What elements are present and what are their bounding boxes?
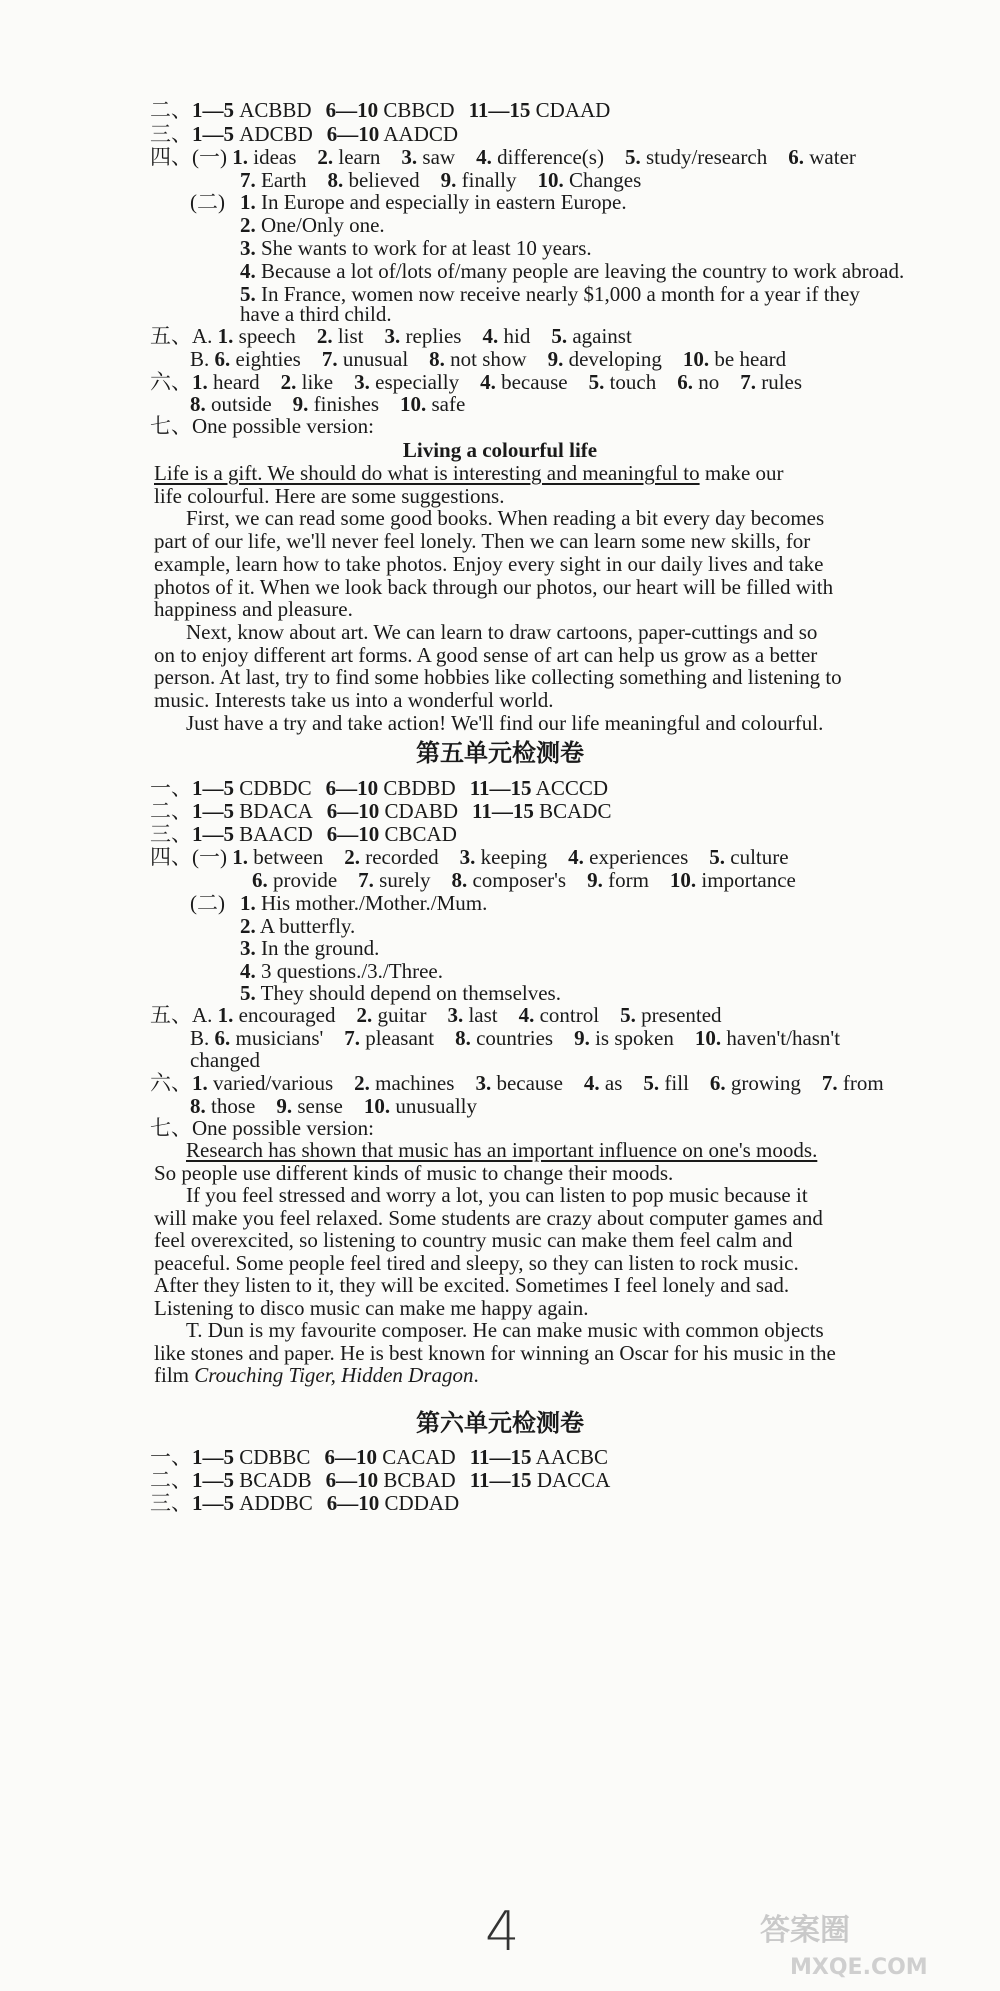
answer-text: list — [332, 324, 364, 348]
answer-text: finishes — [308, 392, 379, 416]
answer-item — [788, 145, 856, 169]
essay-text: . — [473, 1363, 479, 1387]
film-title: Crouching Tiger, Hidden Dragon — [194, 1363, 474, 1387]
answer-text: experiences — [583, 845, 689, 869]
answer-number: 2. — [317, 145, 334, 169]
essay-text: First, we can read some good books. When reading a bit every day becomes — [186, 506, 825, 531]
answer-number: 8. — [451, 868, 468, 892]
answer-text: because — [495, 370, 568, 394]
answer-number: 8. — [190, 392, 206, 416]
answer-item — [475, 1071, 562, 1095]
answer-number: 10. — [363, 1094, 391, 1118]
answer-number: 9. — [574, 1026, 590, 1050]
answer-number: 4. — [482, 324, 499, 348]
essay-text: feel overexcited, so listening to country music can make them feel calm and — [154, 1228, 793, 1252]
answer-number: 2. — [344, 845, 360, 869]
answer-number: 10. — [682, 347, 710, 371]
answer-text: no — [692, 370, 720, 394]
answer-text: as — [599, 1071, 623, 1095]
answer-text: control — [534, 1003, 600, 1027]
answer-row-er: 二、1—5 BDACA 6—10 CDABD 11—15 BCADC — [150, 799, 612, 823]
answer-row-si-1: 四、(一) 1. ideas 2. learn 3. saw 4. differencе(s) 5. study/research 6. water — [150, 145, 856, 169]
answer-text: provide — [267, 868, 338, 892]
answer-number: 9. — [292, 392, 309, 416]
answer-number: 10. — [694, 1026, 722, 1050]
answer-text: importance — [696, 868, 796, 892]
answer-row-san: 三、1—5 ADDBC 6—10 CDDAD — [150, 1491, 460, 1515]
answer-item — [710, 1071, 801, 1095]
essay-text: Just have a try and take action! We'll find our life meaningful and colourful. — [186, 710, 824, 735]
answer-text: His mother./Mother./Mum. — [255, 891, 488, 915]
answer-row-si-1: 四、(一) 1. between 2. recorded 3. keeping 4. experiences 5. culture — [150, 845, 789, 869]
essay-text: film — [154, 1363, 195, 1387]
answer-number: 4. — [583, 1071, 600, 1095]
answer-number: 7. — [358, 868, 374, 892]
answer-number: 1. — [232, 845, 248, 869]
watermark-logo: 答案圈 — [760, 1913, 850, 1948]
answer-number: 2. — [280, 370, 297, 394]
answer-number: 6. — [788, 145, 804, 169]
essay-text: happiness and pleasure. — [154, 597, 353, 622]
answer-text: rules — [755, 370, 803, 394]
answer-number: 9. — [276, 1094, 293, 1118]
essay-text: After they listen to it, they will be excited. Sometimes I feel lonely and sad. — [154, 1273, 790, 1297]
answer-number: 9. — [440, 168, 457, 192]
answer-number: 5. — [240, 282, 256, 306]
answer-text: machines — [369, 1071, 455, 1095]
essay-text: on to enjoy different art forms. A good sense of art can help us grow as a better — [154, 642, 818, 667]
answer-continuation: changed — [190, 1048, 260, 1072]
answer-item — [740, 370, 802, 394]
answer-text: guitar — [372, 1003, 427, 1027]
answer-text: In Europe and especially in eastern Europe. — [255, 190, 627, 214]
answer-text: Earth — [255, 168, 307, 192]
answer-number: 4. — [568, 845, 584, 869]
answer-number: 1. — [192, 370, 208, 394]
answer-text: is spoken — [589, 1026, 674, 1050]
answer-row-yi: 一、1—5 CDBDC 6—10 CBDBD 11—15 ACCCD — [150, 776, 609, 800]
answer-number: 2. — [240, 213, 256, 237]
answer-row-wu-a: 五、A. 1. speech 2. list 3. replies 4. hid 5. against — [150, 324, 632, 348]
answer-text: keeping — [475, 845, 548, 869]
answer-number: 1. — [240, 891, 256, 915]
essay-line — [154, 1361, 479, 1389]
answer-number: 8. — [455, 1026, 471, 1050]
answer-text: encouraged — [233, 1003, 336, 1027]
answer-text: ideas — [248, 145, 297, 169]
answer-number: 1. — [217, 1003, 234, 1027]
answer-number: 8. — [190, 1094, 206, 1118]
answer-text: between — [248, 845, 324, 869]
answer-number: 6. — [214, 1026, 231, 1050]
answer-item — [670, 868, 796, 892]
answer-text: form — [602, 868, 649, 892]
answer-number: 5. — [643, 1071, 660, 1095]
answer-number: 4. — [518, 1003, 535, 1027]
answer-number: 3. — [240, 936, 256, 960]
answer-text: fill — [659, 1071, 689, 1095]
answer-text: safe — [426, 392, 466, 416]
answer-row-si-part2: (二) — [190, 190, 225, 214]
answer-number: 1. — [192, 1071, 208, 1095]
answer-item — [480, 370, 567, 394]
watermark-url: MXQE.COM — [790, 1955, 928, 1980]
essay-text: make our — [699, 461, 784, 485]
answer-text: unusual — [337, 347, 409, 371]
answer-item — [400, 392, 465, 416]
answer-text: composer's — [467, 868, 567, 892]
unit6-title: 第六单元检测卷 — [416, 1411, 584, 1437]
answer-text: be heard — [709, 347, 787, 371]
answer-text: Because a lot of/lots of/many people are leaving the country to work abroad. — [255, 259, 905, 283]
answer-row-wu-b: B. 6. eighties 7. unusual 8. not show 9. developing 10. be heard — [190, 347, 787, 371]
answer-number: 7. — [321, 347, 338, 371]
answer-number: 8. — [429, 347, 445, 371]
underlined-sentence: Research has shown that music has an important influence on one's moods. — [186, 1138, 818, 1162]
answer-item — [587, 868, 649, 892]
answer-number: 10. — [537, 168, 564, 192]
answer-text: because — [491, 1071, 563, 1095]
answer-number: 7. — [821, 1071, 838, 1095]
answer-item — [822, 1071, 884, 1095]
answer-number: 3. — [384, 324, 401, 348]
answer-text: varied/various — [207, 1071, 334, 1095]
answer-row-liu-1: 六、1. heard 2. like 3. especially 4. because 5. touch 6. no 7. rules — [150, 370, 803, 394]
answer-number: 5. — [551, 324, 568, 348]
answer-number: 2. — [316, 324, 333, 348]
answer-number: 10. — [400, 392, 427, 416]
essay-text: life colourful. Here are some suggestions. — [154, 483, 505, 508]
essay-title: Living a colourful life — [402, 438, 598, 462]
answer-row-er: 二、1—5 ACBBD 6—10 CBBCD 11—15 CDAAD — [150, 98, 611, 122]
answer-text: from — [837, 1071, 884, 1095]
answer-number: 6. — [214, 347, 231, 371]
answer-text: heard — [207, 370, 260, 394]
answer-item — [695, 1026, 840, 1050]
answer-number: 2. — [356, 1003, 373, 1027]
essay-text: music. Interests take us into a wonderful world. — [154, 688, 554, 712]
answer-number: 3. — [459, 845, 476, 869]
answer-number: 5. — [240, 981, 256, 1005]
answer-number: 5. — [588, 370, 605, 394]
answer-item — [574, 1026, 674, 1050]
answer-text: saw — [417, 145, 456, 169]
answer-row-er: 二、1—5 BCADB 6—10 BCBAD 11—15 DACCA — [150, 1468, 611, 1492]
answer-number: 3. — [240, 236, 256, 260]
essay-text: Next, know about art. We can learn to draw cartoons, paper-cuttings and so — [186, 619, 818, 644]
answer-text: eighties — [230, 347, 301, 371]
answer-number: 7. — [344, 1026, 361, 1050]
answer-number: 5. — [620, 1003, 636, 1027]
answer-item — [677, 370, 719, 394]
answer-text: speech — [233, 324, 296, 348]
answer-number: 8. — [327, 168, 344, 192]
answer-item — [643, 1071, 689, 1095]
answer-text: culture — [725, 845, 789, 869]
answer-number: 4. — [480, 370, 496, 394]
answer-number: 3. — [401, 145, 418, 169]
answer-item — [364, 1094, 477, 1118]
answer-text: touch — [604, 370, 657, 394]
essay-text: like stones and paper. He is best known for winning an Oscar for his music in the — [154, 1340, 836, 1365]
essay-line — [186, 709, 823, 737]
answer-text: One/Only one. — [255, 213, 385, 237]
answer-text: countries — [470, 1026, 554, 1050]
essay-text: photos of it. When we look back through our photos, our heart will be filled with — [154, 574, 834, 599]
essay-text: person. At last, try to find some hobbies like collecting something and listening to — [154, 665, 842, 690]
answer-number: 3. — [447, 1003, 464, 1027]
answer-item — [455, 1026, 553, 1050]
answer-row-si-part2: (二) — [190, 891, 225, 915]
answer-text: Changes — [563, 168, 642, 192]
answer-text: surely — [373, 868, 431, 892]
answer-number: 3. — [354, 370, 370, 394]
answer-number: 4. — [240, 259, 256, 283]
answer-number: 9. — [587, 868, 603, 892]
essay-text: So people use different kinds of music to change their moods. — [154, 1160, 674, 1185]
answer-text: water — [804, 145, 856, 169]
answer-text: unusually — [390, 1094, 477, 1118]
answer-number: 2. — [240, 913, 256, 938]
answer-text: study/research — [640, 145, 768, 169]
unit5-title: 第五单元检测卷 — [416, 741, 584, 767]
page-number: 4 — [485, 1900, 520, 1963]
answer-text: pleasant — [360, 1026, 435, 1050]
answer-number: 1. — [217, 324, 234, 348]
answer-row-san: 三、1—5 ADCBD 6—10 AADCD — [150, 122, 459, 146]
answer-item — [589, 370, 657, 394]
writing-intro: 七、One possible version: — [150, 414, 374, 438]
answer-text: like — [296, 370, 334, 394]
answer-text: developing — [563, 347, 662, 371]
answer-text: In France, women now receive nearly $1,000 a month for a year if they — [255, 282, 860, 306]
answer-number: 4. — [476, 145, 492, 169]
essay-text: Listening to disco music can make me happy again. — [154, 1295, 589, 1320]
essay-text: If you feel stressed and worry a lot, you can listen to pop music because it — [186, 1183, 808, 1207]
answer-item — [625, 145, 767, 169]
answer-text: those — [205, 1094, 256, 1118]
essay-text: example, learn how to take photos. Enjoy every sight in our daily lives and take — [154, 551, 824, 576]
answer-number: 1. — [232, 145, 248, 169]
writing-intro: 七、One possible version: — [150, 1116, 374, 1140]
essay-text: T. Dun is my favourite composer. He can make music with common objects — [186, 1318, 824, 1342]
answer-row-san: 三、1—5 BAACD 6—10 CBCAD — [150, 822, 457, 846]
answer-number: 5. — [709, 845, 726, 869]
answer-row-wu-b: B. 6. musicians' 7. pleasant 8. countries 9. is spoken 10. haven't/hasn't — [190, 1026, 841, 1050]
answer-text: haven't/hasn't — [721, 1026, 841, 1050]
answer-number: 3. — [475, 1071, 492, 1095]
answer-continuation: have a third child. — [240, 302, 392, 326]
essay-text: part of our life, we'll never feel lonely. Then we can learn some new skills, for — [154, 529, 811, 554]
answer-row-liu-1: 六、1. varied/various 2. machines 3. because 4. as 5. fill 6. growing 7. from — [150, 1071, 884, 1095]
answer-text: last — [463, 1003, 498, 1027]
answer-item — [344, 1026, 434, 1050]
answer-text: not show — [444, 347, 527, 371]
answer-number: 7. — [240, 168, 256, 192]
answer-text: A butterfly. — [255, 913, 356, 938]
answer-row-wu-a: 五、A. 1. encouraged 2. guitar 3. last 4. control 5. presented — [150, 1003, 722, 1027]
answer-text: presented — [635, 1003, 722, 1027]
answer-text: sense — [292, 1094, 343, 1118]
answer-text: 3 questions./3./Three. — [255, 958, 443, 983]
answer-text: differencе(s) — [491, 145, 604, 169]
answer-number: 2. — [354, 1071, 370, 1095]
answer-text: She wants to work for at least 10 years. — [255, 236, 592, 260]
answer-text: replies — [400, 324, 462, 348]
underlined-sentence: Life is a gift. We should do what is interesting and meaningful to — [154, 461, 700, 485]
essay-text: peaceful. Some people feel tired and sleepy, so they can listen to rock music. — [154, 1250, 799, 1275]
answer-item — [584, 1071, 623, 1095]
answer-number: 5. — [624, 145, 641, 169]
answer-number: 9. — [547, 347, 564, 371]
answer-text: against — [567, 324, 632, 348]
answer-text: growing — [725, 1071, 801, 1095]
answer-number: 1. — [240, 190, 256, 214]
answer-text: believed — [343, 168, 420, 192]
answer-number: 4. — [240, 958, 256, 983]
essay-text: will make you feel relaxed. Some students are crazy about computer games and — [154, 1205, 823, 1230]
answer-text: especially — [369, 370, 460, 394]
answer-row-yi: 一、1—5 CDBBC 6—10 CACAD 11—15 AACBC — [150, 1445, 609, 1469]
answer-text: recorded — [359, 845, 439, 869]
answer-text: hid — [498, 324, 531, 348]
answer-text: They should depend on themselves. — [255, 981, 561, 1005]
answer-text: outside — [205, 392, 272, 416]
answer-number: 6. — [252, 868, 268, 892]
answer-number: 6. — [677, 370, 693, 394]
answer-number: 6. — [709, 1071, 726, 1095]
answer-text: In the ground. — [255, 936, 380, 960]
answer-number: 7. — [740, 370, 756, 394]
answer-text: learn — [333, 145, 381, 169]
answer-text: musicians' — [230, 1026, 324, 1050]
answer-text: finally — [456, 168, 517, 192]
answer-number: 10. — [669, 868, 697, 892]
